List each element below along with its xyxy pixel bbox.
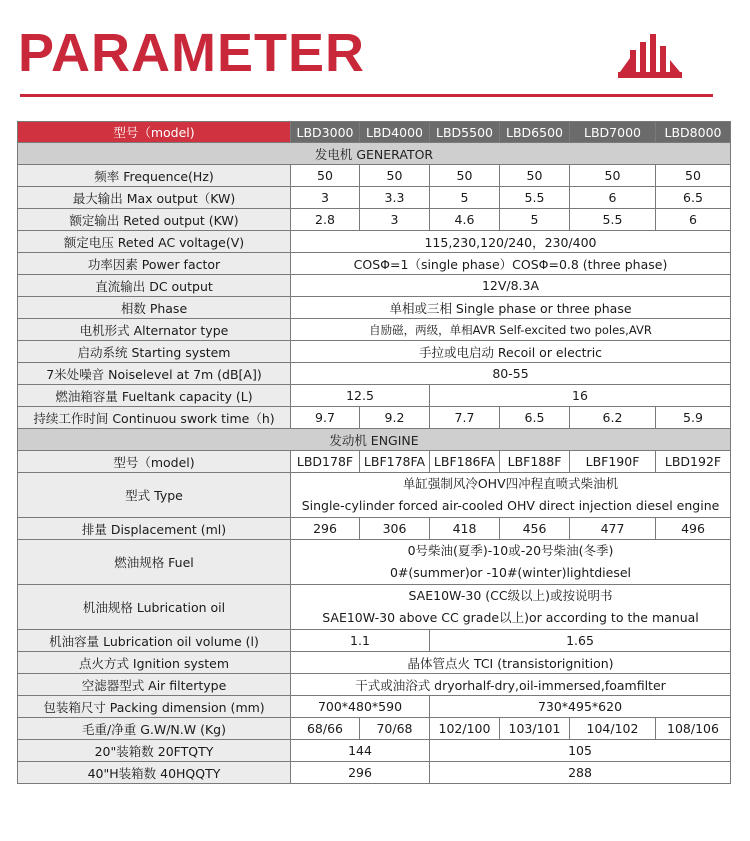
row-label: 额定电压 Reted AC voltage(V) — [18, 231, 291, 253]
cell: 306 — [360, 518, 430, 540]
cell: 144 — [291, 740, 430, 762]
cell: 晶体管点火 TCI (transistorignition) — [291, 652, 731, 674]
title-underline — [20, 94, 713, 97]
cell: 50 — [430, 165, 500, 187]
table-row — [18, 740, 731, 762]
cell: 103/101 — [500, 718, 570, 740]
table-row — [18, 585, 731, 630]
row-label: 点火方式 Ignition system — [18, 652, 291, 674]
table-row — [18, 341, 731, 363]
cell: 700*480*590 — [291, 696, 430, 718]
cell: 6.5 — [500, 407, 570, 429]
cell: 7.7 — [430, 407, 500, 429]
cell: 50 — [570, 165, 656, 187]
cell: 1.65 — [430, 630, 731, 652]
table-row — [18, 540, 731, 585]
cell: 3.3 — [360, 187, 430, 209]
header-model: LBD7000 — [570, 122, 656, 143]
row-label: 电机形式 Alternator type — [18, 319, 291, 341]
cell: 456 — [500, 518, 570, 540]
cell: 6 — [656, 209, 731, 231]
cell: 418 — [430, 518, 500, 540]
cell: 288 — [430, 762, 731, 784]
cell: 12.5 — [291, 385, 430, 407]
cell: 496 — [656, 518, 731, 540]
table-row — [18, 718, 731, 740]
cell: COSΦ=1（single phase）COSΦ=0.8 (three phase) — [291, 253, 731, 275]
table-row — [18, 187, 731, 209]
row-label: 排量 Displacement (ml) — [18, 518, 291, 540]
cell: 2.8 — [291, 209, 360, 231]
cell: 5.5 — [570, 209, 656, 231]
header-model: LBD6500 — [500, 122, 570, 143]
cell: 9.7 — [291, 407, 360, 429]
table-row — [18, 363, 731, 385]
table-row — [18, 518, 731, 540]
table-row — [18, 674, 731, 696]
table-row — [18, 231, 731, 253]
brand-logo-icon — [616, 32, 684, 80]
cell: 9.2 — [360, 407, 430, 429]
table-row — [18, 696, 731, 718]
section-engine — [18, 429, 731, 451]
model-header-row — [18, 122, 731, 143]
parameter-table — [17, 121, 731, 784]
table-row — [18, 165, 731, 187]
row-label: 直流输出 DC output — [18, 275, 291, 297]
table-row — [18, 630, 731, 652]
cell: 单相或三相 Single phase or three phase — [291, 297, 731, 319]
cell-line: 单缸强制风冷OHV四冲程直喷式柴油机 — [402, 476, 619, 491]
cell: 108/106 — [656, 718, 731, 740]
cell: 102/100 — [430, 718, 500, 740]
row-label: 7米处噪音 Noiselevel at 7m (dB[A]) — [18, 363, 291, 385]
cell — [291, 473, 731, 518]
cell: 手拉或电启动 Recoil or electric — [291, 341, 731, 363]
cell: LBF178FA — [360, 451, 430, 473]
row-label: 相数 Phase — [18, 297, 291, 319]
cell: 104/102 — [570, 718, 656, 740]
cell: 6.2 — [570, 407, 656, 429]
cell: LBF188F — [500, 451, 570, 473]
cell: 68/66 — [291, 718, 360, 740]
table-row — [18, 451, 731, 473]
cell: 6.5 — [656, 187, 731, 209]
cell: 5 — [430, 187, 500, 209]
row-label: 额定输出 Reted output (KW) — [18, 209, 291, 231]
row-label: 频率 Frequence(Hz) — [18, 165, 291, 187]
cell: 80-55 — [291, 363, 731, 385]
cell: 5.5 — [500, 187, 570, 209]
row-label: 型式 Type — [18, 473, 291, 518]
page-title: PARAMETER — [18, 23, 366, 83]
cell: 5 — [500, 209, 570, 231]
cell: LBF186FA — [430, 451, 500, 473]
table-row — [18, 209, 731, 231]
row-label: 20"装箱数 20FTQTY — [18, 740, 291, 762]
header-model: LBD5500 — [430, 122, 500, 143]
row-label: 启动系统 Starting system — [18, 341, 291, 363]
cell: 16 — [430, 385, 731, 407]
cell: 3 — [360, 209, 430, 231]
section-title: 发动机 ENGINE — [18, 429, 731, 451]
cell-line: SAE10W-30 above CC grade以上)or according to the manual — [322, 610, 699, 625]
row-label: 机油容量 Lubrication oil volume (l) — [18, 630, 291, 652]
cell: LBD192F — [656, 451, 731, 473]
table-row — [18, 762, 731, 784]
row-label: 型号（model) — [18, 451, 291, 473]
table-row — [18, 652, 731, 674]
row-label: 空滤器型式 Air filtertype — [18, 674, 291, 696]
cell: 105 — [430, 740, 731, 762]
cell: 自励磁，两级，单相AVR Self-excited two poles,AVR — [291, 319, 731, 341]
section-generator — [18, 143, 731, 165]
cell: 6 — [570, 187, 656, 209]
table-row — [18, 319, 731, 341]
cell: 50 — [360, 165, 430, 187]
header-model-label: 型号（model) — [18, 122, 291, 143]
cell: 50 — [656, 165, 731, 187]
row-label: 燃油箱容量 Fueltank capacity (L) — [18, 385, 291, 407]
cell: 5.9 — [656, 407, 731, 429]
table-row — [18, 275, 731, 297]
cell: 70/68 — [360, 718, 430, 740]
cell: 3 — [291, 187, 360, 209]
row-label: 机油规格 Lubrication oil — [18, 585, 291, 630]
cell: 1.1 — [291, 630, 430, 652]
table-row — [18, 253, 731, 275]
row-label: 40"H装箱数 40HQQTY — [18, 762, 291, 784]
cell: 296 — [291, 518, 360, 540]
cell-line: 0号柴油(夏季)-10或-20号柴油(冬季) — [407, 543, 614, 558]
cell: 12V/8.3A — [291, 275, 731, 297]
header-model: LBD8000 — [656, 122, 731, 143]
cell: LBD178F — [291, 451, 360, 473]
row-label: 毛重/净重 G.W/N.W (Kg) — [18, 718, 291, 740]
cell: 477 — [570, 518, 656, 540]
cell — [291, 585, 731, 630]
section-title: 发电机 GENERATOR — [18, 143, 731, 165]
cell: 115,230,120/240，230/400 — [291, 231, 731, 253]
table-row — [18, 473, 731, 518]
header-model: LBD3000 — [291, 122, 360, 143]
cell — [291, 540, 731, 585]
table-row — [18, 297, 731, 319]
table-row — [18, 385, 731, 407]
cell: 50 — [500, 165, 570, 187]
header-model: LBD4000 — [360, 122, 430, 143]
row-label: 燃油规格 Fuel — [18, 540, 291, 585]
cell: 296 — [291, 762, 430, 784]
cell-line: 0#(summer)or -10#(winter)lightdiesel — [389, 565, 632, 580]
row-label: 持续工作时间 Continuou swork time（h) — [18, 407, 291, 429]
cell: 4.6 — [430, 209, 500, 231]
cell: 50 — [291, 165, 360, 187]
row-label: 包装箱尺寸 Packing dimension (mm) — [18, 696, 291, 718]
cell: LBF190F — [570, 451, 656, 473]
cell: 干式或油浴式 dryorhalf-dry,oil-immersed,foamfilter — [291, 674, 731, 696]
cell: 730*495*620 — [430, 696, 731, 718]
cell-line: SAE10W-30 (CC级以上)或按说明书 — [408, 588, 613, 603]
row-label: 最大输出 Max output（KW) — [18, 187, 291, 209]
table-row — [18, 407, 731, 429]
cell-line: Single-cylinder forced air-cooled OHV direct injection diesel engine — [301, 498, 720, 513]
row-label: 功率因素 Power factor — [18, 253, 291, 275]
